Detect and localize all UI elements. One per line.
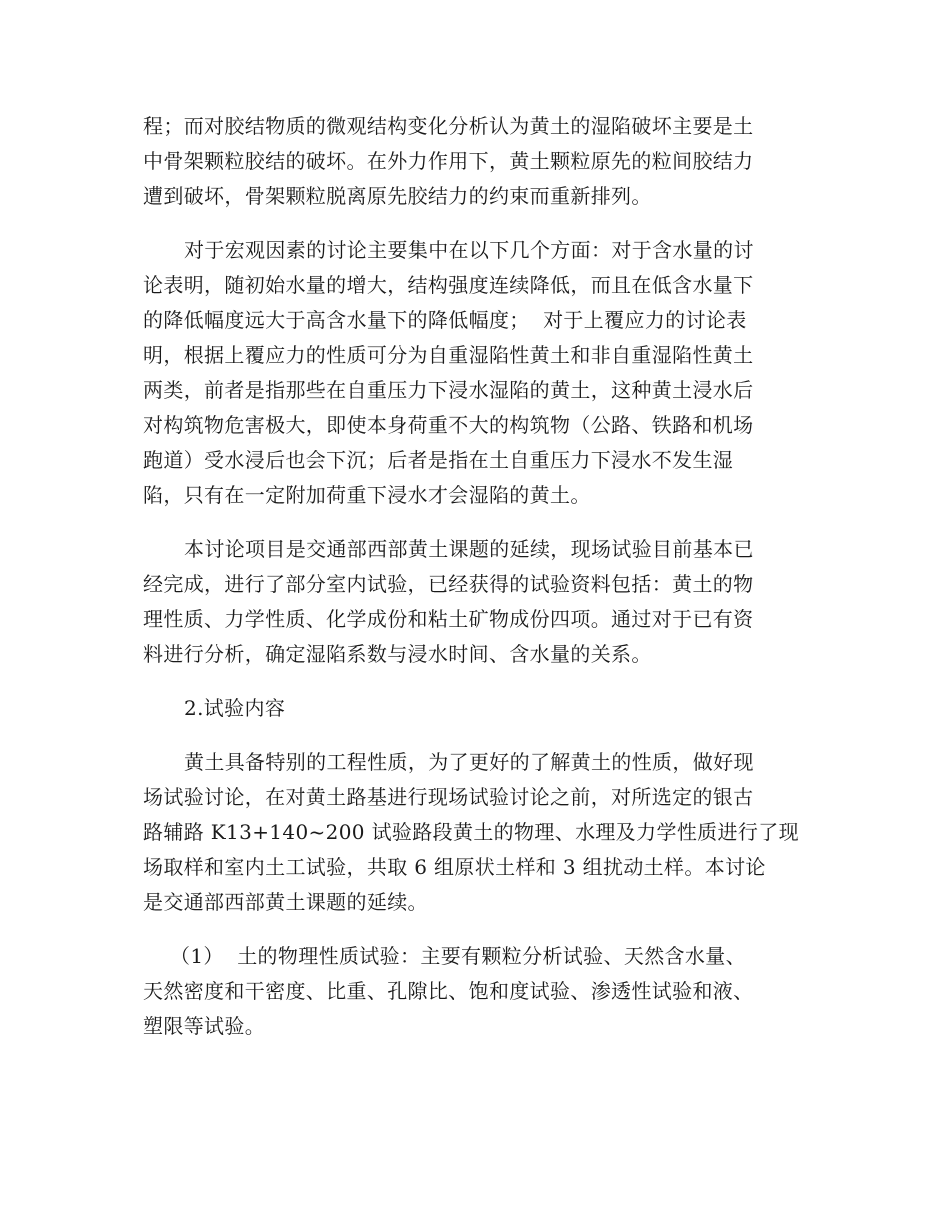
text-line: 天然密度和干密度、比重、孔隙比、饱和度试验、渗透性试验和液、 (143, 979, 754, 1003)
text-line: 路辅路 K13+140~200 试验路段黄土的物理、水理及力学性质进行了现 (143, 820, 799, 844)
text-line: 遭到破坏，骨架颗粒脱离原先胶结力的约束而重新排列。 (143, 184, 652, 208)
text-line: 黄土具备特别的工程性质，为了更好的了解黄土的性质，做好现 (184, 750, 754, 774)
text-line: 理性质、力学性质、化学成份和粘土矿物成份四项。通过对于已有资 (143, 607, 754, 631)
text-line: 对构筑物危害极大，即使本身荷重不大的构筑物（公路、铁路和机场 (143, 413, 754, 437)
text-line: 两类，前者是指那些在自重压力下浸水湿陷的黄土，这种黄土浸水后 (143, 378, 754, 402)
text-line: （1） 土的物理性质试验：主要有颗粒分析试验、天然含水量、 (170, 944, 746, 968)
text-line: 程；而对胶结物质的微观结构变化分析认为黄土的湿陷破坏主要是土 (143, 114, 754, 138)
text-line: 经完成，进行了部分室内试验，已经获得的试验资料包括：黄土的物 (143, 572, 754, 596)
text-line: 的降低幅度远大于高含水量下的降低幅度； 对于上覆应力的讨论表 (143, 308, 747, 332)
text-line: 明，根据上覆应力的性质可分为自重湿陷性黄土和非自重湿陷性黄土 (143, 343, 754, 367)
text-line: 陷，只有在一定附加荷重下浸水才会湿陷的黄土。 (143, 483, 591, 507)
text-line: 料进行分析，确定湿陷系数与浸水时间、含水量的关系。 (143, 642, 652, 666)
text-line: 跑道）受水浸后也会下沉；后者是指在土自重压力下浸水不发生湿 (143, 448, 734, 472)
text-line: 是交通部西部黄土课题的延续。 (143, 890, 428, 914)
text-line: 塑限等试验。 (143, 1014, 266, 1038)
text-line: 中骨架颗粒胶结的破坏。在外力作用下，黄土颗粒原先的粒间胶结力 (143, 149, 754, 173)
text-line: 场取样和室内土工试验，共取 6 组原状土样和 3 组扰动土样。本讨论 (143, 855, 766, 879)
text-line: 本讨论项目是交通部西部黄土课题的延续，现场试验目前基本已 (184, 537, 754, 561)
text-line: 场试验讨论，在对黄土路基进行现场试验讨论之前，对所选定的银古 (143, 785, 754, 809)
text-line: 论表明，随初始水量的增大，结构强度连续降低，而且在低含水量下 (143, 273, 754, 297)
text-line: 对于宏观因素的讨论主要集中在以下几个方面：对于含水量的讨 (184, 238, 754, 262)
section-heading: 2.试验内容 (184, 696, 286, 720)
